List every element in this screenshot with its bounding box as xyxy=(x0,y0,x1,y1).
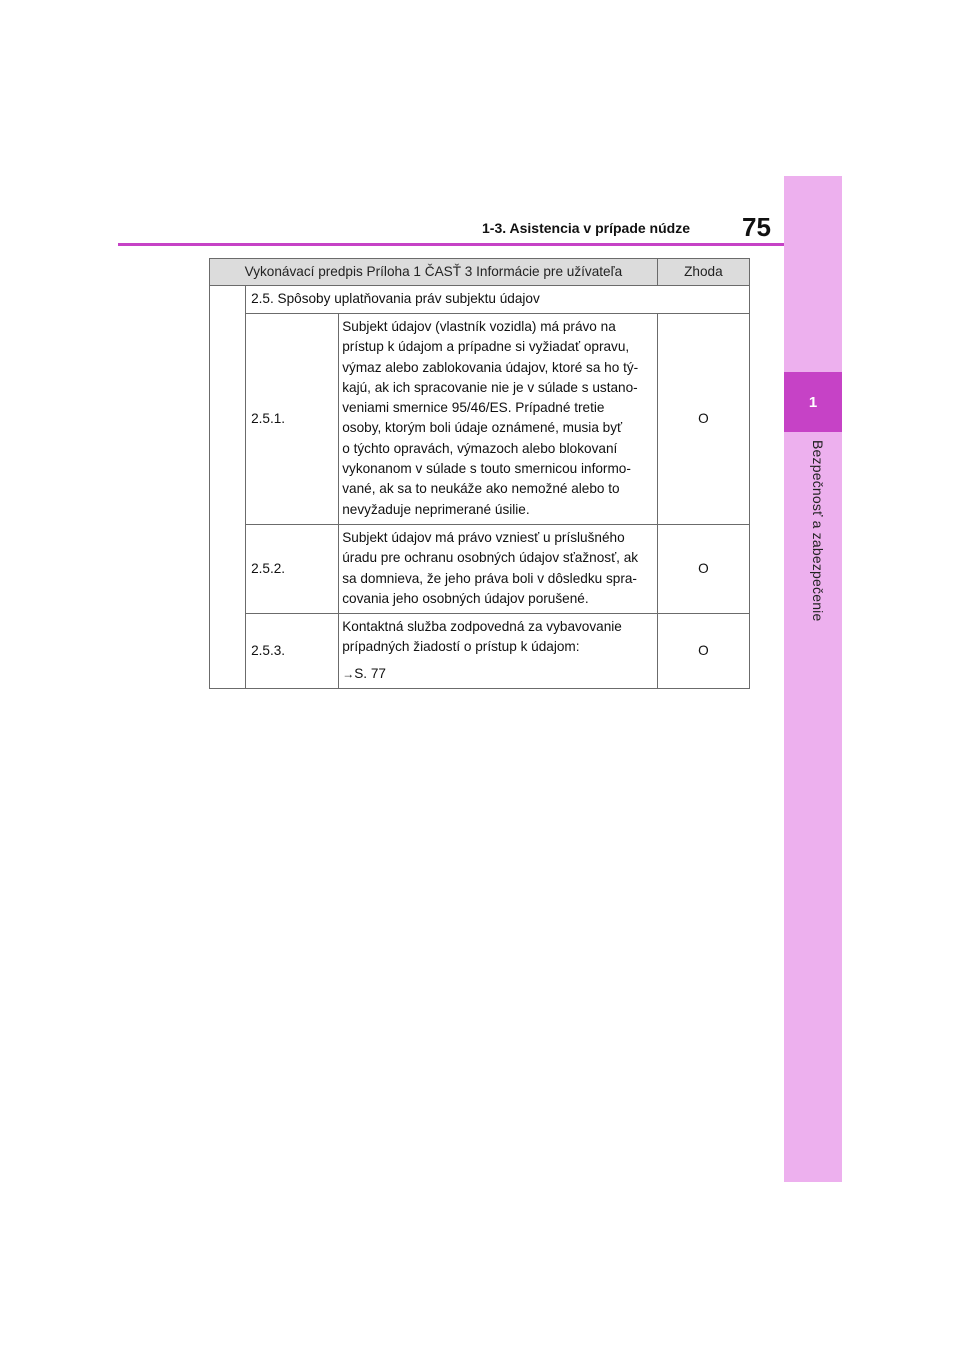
chapter-side-tab xyxy=(784,176,842,1182)
indent-cell xyxy=(210,286,246,689)
description-line: vané, ak sa to neukáže ako nemožné alebo to xyxy=(342,481,620,497)
header-divider xyxy=(118,243,784,246)
description-line: Subjekt údajov má právo vzniesť u príslušného xyxy=(342,529,625,545)
chapter-number-tab[interactable]: 1 xyxy=(784,372,842,432)
table-header-row xyxy=(210,259,750,286)
arrow-right-icon: → xyxy=(342,666,355,681)
row-number: 2.5.1. xyxy=(246,314,339,525)
subheading-cell: 2.5. Spôsoby uplatňovania práv subjektu údajov xyxy=(246,286,750,314)
row-description xyxy=(339,314,658,525)
description-line: sa domnieva, že jeho práva boli v dôsledku spra- xyxy=(342,570,637,586)
description-line: Kontaktná služba zodpovedná za vybavovanie xyxy=(342,619,622,635)
description-line: covania jeho osobných údajov porušené. xyxy=(342,590,589,606)
row-compliance: O xyxy=(657,524,749,613)
description-line: výmaz alebo zablokovania údajov, ktoré sa ho tý- xyxy=(342,359,639,375)
table-row xyxy=(210,614,750,689)
description-line: vykonanom v súlade s touto smernicou informo- xyxy=(342,461,631,477)
description-line: prípadných žiadostí o prístup k údajom: xyxy=(342,639,580,655)
table-subheading-row xyxy=(210,286,750,314)
column-header-compliance: Zhoda xyxy=(657,259,749,286)
section-title: 1-3. Asistencia v prípade núdze xyxy=(482,220,690,236)
row-number: 2.5.3. xyxy=(246,614,339,689)
table-row xyxy=(210,314,750,525)
column-header-regulation: Vykonávací predpis Príloha 1 ČASŤ 3 Informácie pre užívateľa xyxy=(210,259,658,286)
description-line: nevyžaduje neprimerané úsilie. xyxy=(342,501,530,517)
row-compliance: O xyxy=(657,614,749,689)
row-compliance: O xyxy=(657,314,749,525)
table-row xyxy=(210,524,750,613)
description-line: o týchto opravách, výmazoch alebo blokovaní xyxy=(342,440,618,456)
description-line: veniami smernice 95/46/ES. Prípadné tretie xyxy=(342,400,605,416)
description-line: Subjekt údajov (vlastník vozidla) má právo na xyxy=(342,319,616,334)
description-line: prístup k údajom a prípadne si vyžiadať opravu, xyxy=(342,339,630,355)
description-line: kajú, ak ich spracovanie nie je v súlade s ustano- xyxy=(342,379,638,395)
regulation-table xyxy=(209,258,750,689)
row-number: 2.5.2. xyxy=(246,524,339,613)
chapter-title-label: Bezpečnosť a zabezpečenie xyxy=(810,440,826,622)
description-line: úradu pre ochranu osobných údajov sťažnosť, ak xyxy=(342,550,639,566)
page-reference[interactable] xyxy=(342,664,653,684)
row-description xyxy=(339,614,658,689)
page-number: 75 xyxy=(742,212,771,242)
description-line: osoby, ktorým boli údaje oznámené, musia byť xyxy=(342,420,623,436)
row-description xyxy=(339,524,658,613)
page-reference-text[interactable]: S. 77 xyxy=(354,665,386,681)
